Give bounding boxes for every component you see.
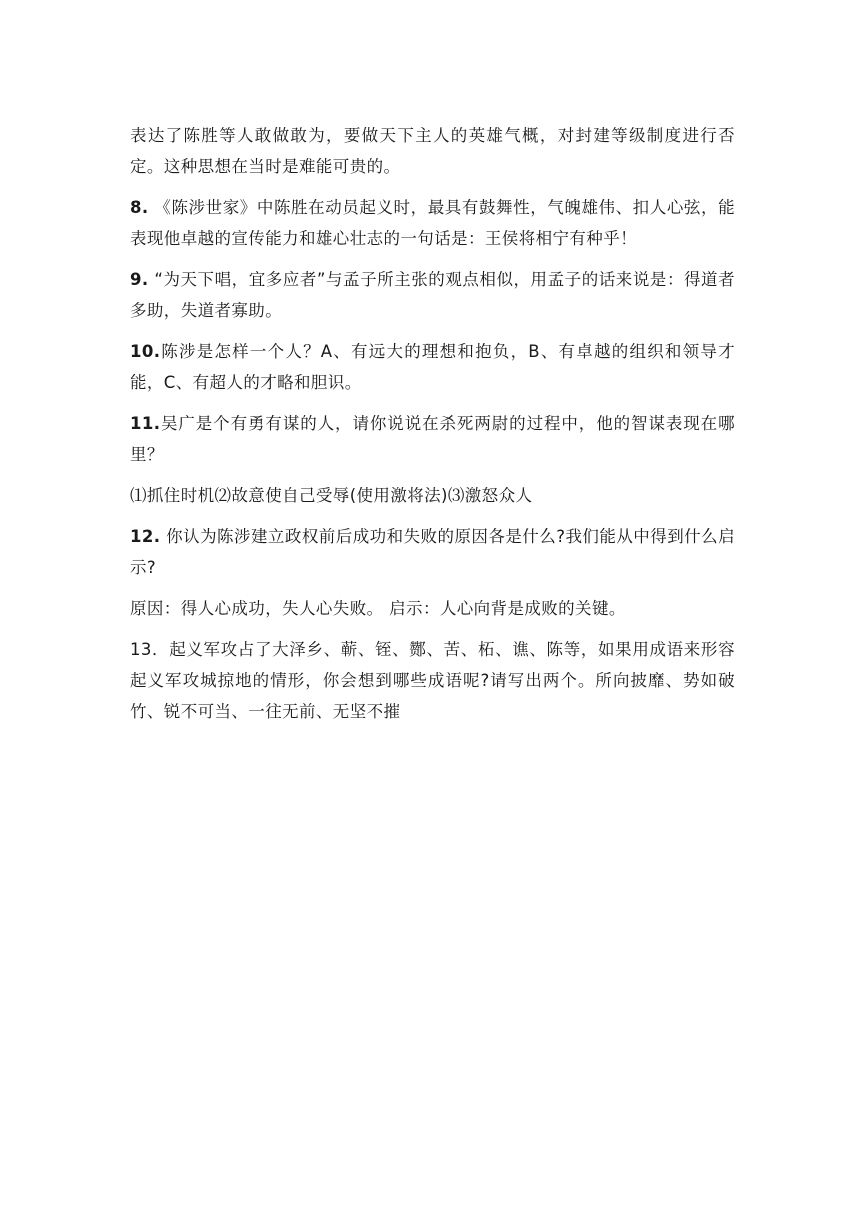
question-12: [130, 521, 735, 583]
question-text: “为天下唱，宜多应者”与孟子所主张的观点相似，用孟子的话来说是：得道者多助，失道者寡助。: [130, 270, 735, 320]
question-8: [130, 192, 735, 254]
question-text: 《陈涉世家》中陈胜在动员起义时，最具有鼓舞性，气魄雄伟、扣人心弦，能表现他卓越的宣传能力和雄心壮志的一句话是：王侯将相宁有种乎！: [130, 198, 735, 248]
paragraph-text: 表达了陈胜等人敢做敢为，要做天下主人的英雄气概，对封建等级制度进行否定。这种思想在当时是难能可贵的。: [130, 126, 735, 176]
question-text: 陈涉是怎样一个人？A、有远大的理想和抱负，B、有卓越的组织和领导才能，C、有超人的才略和胆识。: [130, 342, 735, 392]
paragraph-intro-continuation: [130, 120, 735, 182]
question-text: 吴广是个有勇有谋的人，请你说说在杀死两尉的过程中，他的智谋表现在哪里？: [130, 414, 735, 464]
question-number: 11.: [130, 414, 161, 433]
question-9: [130, 264, 735, 326]
question-11: [130, 408, 735, 470]
answer-text: 原因：得人心成功，失人心失败。 启示：人心向背是成败的关键。: [130, 599, 626, 618]
answer-12: [130, 593, 735, 624]
question-number: 10.: [130, 342, 161, 361]
question-number: 12.: [130, 527, 161, 546]
question-10: [130, 336, 735, 398]
answer-11: [130, 480, 735, 511]
document-body: [130, 120, 735, 737]
question-number: 8.: [130, 198, 149, 217]
answer-text: ⑴抓住时机⑵故意使自己受辱(使用激将法)⑶激怒众人: [130, 486, 533, 505]
question-text: 13．起义军攻占了大泽乡、蕲、铚、酂、苦、柘、谯、陈等，如果用成语来形容起义军攻城掠地的情形，你会想到哪些成语呢?请写出两个。所向披靡、势如破竹、锐不可当、一往无前、无坚不摧: [130, 640, 735, 721]
question-number: 9.: [130, 270, 149, 289]
question-13: [130, 634, 735, 727]
question-text: 你认为陈涉建立政权前后成功和失败的原因各是什么?我们能从中得到什么启示?: [130, 527, 735, 577]
